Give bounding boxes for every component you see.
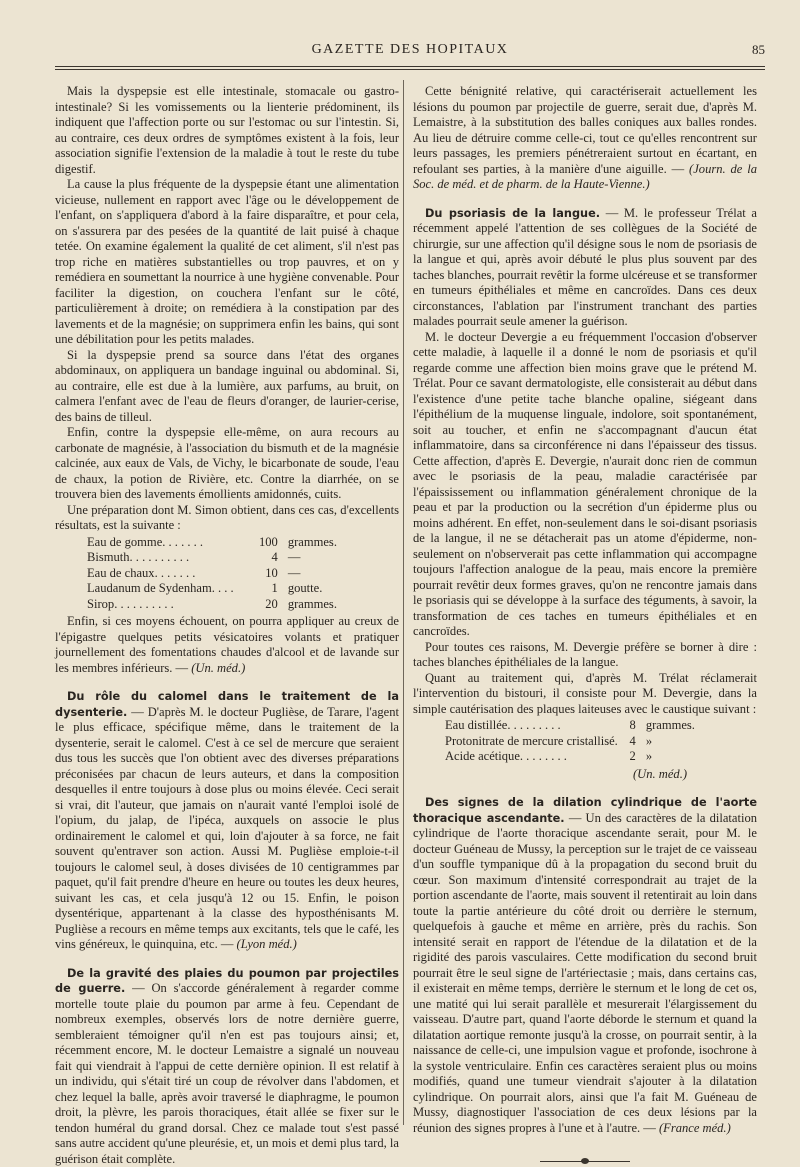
recipe-row [87, 597, 337, 613]
right-column [413, 84, 757, 1164]
end-ornament-rule [540, 1158, 630, 1164]
paragraph: Enfin, contre la dyspepsie elle-même, on aura recours au carbonate de magnésie, à l'association du bismuth et de la magnésie calcinée, aux eaux de Vals, de Vichy, le bicarbonate de soude, l'eau de chaux, la potion de Rivière, etc. Contre la diarrhée, on se trouvera bien des lavements émollients amidonnés, cuits. [55, 425, 399, 503]
recipe-row [445, 734, 695, 750]
quantity: 8 [618, 718, 646, 734]
article-title: Des signes de la dilation cylindrique de l'aorte thoracique ascendante. [413, 796, 757, 825]
ingredient: Bismuth. . . . . . . . . . [87, 550, 259, 566]
column-divider [403, 80, 404, 1125]
ingredient: Protonitrate de mercure cristallisé. [445, 734, 618, 750]
quantity: 100 [259, 535, 288, 551]
paragraph-text: Enfin, si ces moyens échouent, on pourra appliquer au creux de l'épigastre quelques petits vésicatoires volants et pratiquer journellement des fomentations chaudes d'alcool et de lavande sur les membres inférieurs. — [55, 614, 399, 675]
header-rule-thick [55, 66, 765, 67]
paragraph: Si la dyspepsie prend sa source dans l'état des organes abdominaux, on appliquera un bandage inguinal ou abdominal. Si, au contraire, elle est due à la lumière, aux parfums, au bruit, on calmera l'enfant avec de l'eau de fleurs d'oranger, de laurier-cerise, des bains de tilleul. [55, 348, 399, 426]
unit: » [646, 734, 695, 750]
article-text: — Un des caractères de la dilatation cylindrique de l'aorte thoracique ascendante serait, pour M. le docteur Guéneau de Mussy, la perception sur le trajet de ce vaisseau d'un souffle tympanique dû à la propagation du second bruit du cœur. Son maximum d'intensité correspondrait au trajet de la portion ascendante de l'aorte, mais souvent il retentirait au loin dans toute la partie antérieure du côté droit ou derrière le sternum, quelquefois à gauche et même en arrière, près du rachis. Son intensité serait en rapport de l'étendue de la dilatation et de la rigidité des parois vasculaires. Cette modification du second bruit pourrait être le seul signe de l'artériectasie ; mais, dans certains cas, il existerait en même temps, derrière le sternum et le long de cet os, une matité qui lui serait parallèle et mesurerait l'élargissement du vaisseau. D'autre part, quand l'aorte déborde le sternum et quand la dilatation aortique remonte jusqu'à la crosse, on pourrait sentir, à la naissance de celle-ci, une impulsion vague et profonde, isochrone à la systole ventriculaire. Enfin ces caractères seraient plus ou moins modifiés, quand une tumeur viendrait s'ajouter à la dilatation cylindrique. On pourrait alors, ainsi que l'a fait M. Guéneau de Mussy, diagnostiquer l'association de ces deux lésions par la réunion des signes propres à l'une et à l'autre. — [413, 811, 757, 1135]
journal-title: GAZETTE DES HOPITAUX [55, 42, 765, 58]
recipe-row [87, 566, 337, 582]
article-rubric [55, 966, 399, 1167]
recipe-row [445, 718, 695, 734]
source-citation: (Un. méd.) [191, 661, 245, 675]
article-title: Du psoriasis de la langue. [425, 207, 600, 220]
unit: — [288, 550, 337, 566]
source-citation: (Journ. de la Soc. de méd. et de pharm. de la Haute-Vienne.) [413, 162, 757, 192]
article-rubric [413, 206, 757, 330]
article-title: De la gravité des plaies du poumon par projectiles de guerre. [55, 967, 399, 996]
recipe-row [87, 581, 337, 597]
paragraph: Quant au traitement qui, d'après M. Trélat réclamerait l'intervention du bistouri, il consiste pour M. Devergie, dans la simple cautérisation des plaques laiteuses avec le caustique suivant : [413, 671, 757, 718]
quantity: 1 [259, 581, 288, 597]
article-rubric [55, 689, 399, 953]
recipe-table [87, 535, 337, 613]
ingredient: Sirop. . . . . . . . . . [87, 597, 259, 613]
header-rule-thin [55, 69, 765, 70]
recipe-row [87, 550, 337, 566]
source-citation: (France méd.) [659, 1121, 731, 1135]
unit: grammes. [288, 535, 337, 551]
page-number: 85 [752, 42, 765, 58]
recipe-table [445, 718, 695, 765]
article-rubric [413, 795, 757, 1136]
article-text: — On s'accorde généralement à regarder comme mortelle toute plaie du poumon par arme à feu. Cependant de nombreux exemples, observés lors de notre dernière guerre, sembleraient témoigner qu'il n'en est pas toujours ainsi; et, récemment encore, M. le docteur Lemaistre a signalé un nouveau fait qui viendrait à l'appui de cette dernière opinion. Il est relatif à un individu, qui s'était tiré un coup de révolver dans l'abdomen, et chez lequel la balle, après avoir traversé le diaphragme, le poumon droit, la plèvre, les parois thoraciques, était allée se fixer sur le tendon huméral du grand dorsal. Chez ce malade tout s'est passé sans autre accident qu'une pleurésie, et, un mois et demi plus tard, la guérison était complète. [55, 981, 399, 1166]
paragraph [413, 84, 757, 193]
quantity: 2 [618, 749, 646, 765]
ingredient: Acide acétique. . . . . . . . [445, 749, 618, 765]
recipe-row [87, 535, 337, 551]
unit: grammes. [288, 597, 337, 613]
page-header [55, 42, 765, 62]
quantity: 10 [259, 566, 288, 582]
paragraph: M. le docteur Devergie a eu fréquemment l'occasion d'observer cette maladie, à laquelle il a donné le nom de psoriasis et qu'il regarde comme une affection bien moins grave que le prétend M. Trélat. Pour ce savant dermatologiste, elle consisterait au début dans l'existence d'une petite tache blanche opaline, siégeant dans l'épithélium de la muquense linguale, indolore, soit spontanément, soit au toucher, et enfin ne s'accompagnant d'aucun état inflammatoire, dans sa circonférence ni dans l'épaisseur des tissus. Cette affection, d'après E. Devergie, n'aurait donc rien de commun avec le psoriasis de la peau, maladie caractérisée par l'épaississement ou inflammation généralement chronique de la peau et par la production ou la secrétion d'un épiderme plus ou moins adhérent. En effet, non-seulement dans le soi-disant psoriasis de la langue, il ne se détacherait pas un atome d'épiderme, non-seulement on n'observerait pas cette inflammation qui accompagne toujours l'affection analogue de la peau, mais encore la première pourrait revêtir deux formes graves, qu'on ne rencontre jamais dans le psoriasis qui se développe à la surface des téguments, à savoir, la transformation de ces taches en tumeurs épithéliales et en cancroïdes. [413, 330, 757, 640]
article-text: — M. le professeur Trélat a récemment appelé l'attention de ses collègues de la Société de chirurgie, sur une affection qu'il désigne sous le nom de psoriasis de la langue et qui, après avoir débuté le plus plus souvent par des taches blanches, pourrait revêtir la forme ulcéreuse et se transformer en tumeurs épithéliales et même en cancroïdes. Dans ces deux circonstances, l'ablation par l'instrument tranchant des parties malades pourrait seule amener la guérison. [413, 206, 757, 329]
source-citation: (Lyon méd.) [237, 937, 297, 951]
article-title: Du rôle du calomel dans le traitement de la dysenterie. [55, 690, 399, 719]
unit: » [646, 749, 695, 765]
recipe-row [445, 749, 695, 765]
unit: grammes. [646, 718, 695, 734]
quantity: 20 [259, 597, 288, 613]
paragraph: Mais la dyspepsie est elle intestinale, stomacale ou gastro-intestinale? Si les vomissements ou la lienterie prédominent, ils indiquent que l'affection porte ou sur l'estomac ou sur l'intestin. Si, au contraire, ces deux ordres de symptômes existent à la fois, leur association signifie l'extension de la maladie à tout le reste du tube digestif. [55, 84, 399, 177]
paragraph [55, 614, 399, 676]
left-column [55, 84, 399, 1167]
paragraph: Une préparation dont M. Simon obtient, dans ces cas, d'excellents résultats, est la suivante : [55, 503, 399, 534]
ingredient: Eau de gomme. . . . . . . [87, 535, 259, 551]
paragraph: La cause la plus fréquente de la dyspepsie étant une alimentation vicieuse, nullement en rapport avec l'âge ou le développement de l'enfant, on s'appliquera d'abord à la faire disparaître, et pour cela, on s'assurera par des pesées de la quantité de lait puisé à chaque tetée. On examine également la qualité de cet aliment, s'il n'est pas trop riche en matières substantielles ou trop pauvres, et on y remédiera en soumettant la nourrice à une hygiène convenable. Pour faciliter la digestion, on couchera l'enfant sur le côté, particulièrement à droite; on remédiera à la constipation par des lavements et de la magnésie; on supprimera enfin les bains, qui sont une débilitation pour les petits malades. [55, 177, 399, 348]
source-citation: (Un. méd.) [633, 767, 757, 783]
quantity: 4 [618, 734, 646, 750]
ingredient: Eau distillée. . . . . . . . . [445, 718, 618, 734]
article-text: — D'après M. le docteur Puglièse, de Tarare, l'agent le plus efficace, spécifique même, dans le traitement de la dysenterie, serait le calomel. C'est à ce sel de mercure que seraient dus tous les succès que l'on obtient avec des diverses préparations préconisées par chacun de leurs auteurs, et dans la composition desquelles il entre toujours à dose plus ou moins élevée. Ceci serait si vrai, dit l'auteur, que jamais on n'aurait vanté l'emploi isolé de l'opium, du jalap, de l'ipéca, auxquels on associe le plus ordinairement le calomel et qui, loin d'ajouter à sa force, ne fait souvent qu'entraver son action. Aussi M. Puglièse emploie-t-il toujours le calomel seul, à doses divisées de 10 centigrammes par paquet, qu'il fait prendre d'heure en heure ou toutes les deux heures, suivant les cas, et cela jusqu'à 12 ou 15. Enfin, le poison dysentérique, appartenant à la classe des hyposthénisants M. Puglièse a recours en même temps aux excitants, tels que le café, les vins généreux, le quinquina, etc. — [55, 705, 399, 952]
unit: goutte. [288, 581, 337, 597]
paragraph-text: Cette bénignité relative, qui caractériserait actuellement les lésions du poumon par projectile de guerre, serait due, d'après M. Lemaistre, à la substitution des balles coniques aux balles rondes. Au lieu de détruire comme celle-ci, tout ce qu'elles rencontrent sur leurs passages, les premiers pénétreraient surtout en écartant, en refoulant ses parties, à la manière d'une aiguille. — [413, 84, 757, 176]
quantity: 4 [259, 550, 288, 566]
ingredient: Laudanum de Sydenham. . . . [87, 581, 259, 597]
unit: — [288, 566, 337, 582]
paragraph: Pour toutes ces raisons, M. Devergie préfère se borner à dire : taches blanches épithéliales de la langue. [413, 640, 757, 671]
ingredient: Eau de chaux. . . . . . . [87, 566, 259, 582]
